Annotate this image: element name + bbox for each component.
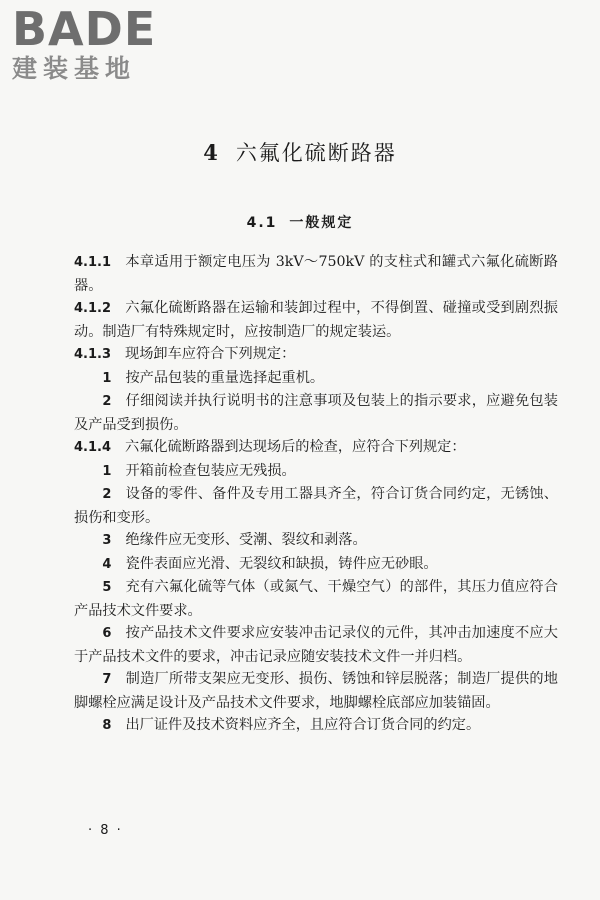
item-text: 绝缘件应无变形、受潮、裂纹和剥落。 (125, 532, 367, 548)
list-item (74, 668, 558, 714)
page-number: · 8 · (88, 823, 123, 838)
item-text: 按产品技术文件要求应安装冲击记录仪的元件，其冲击加速度不应大于产品技术文件的要求，冲击记录应随安装技术文件一并归档。 (74, 625, 558, 665)
list-item (74, 714, 558, 738)
item-number: 7 (102, 672, 112, 687)
item-number: 6 (102, 626, 112, 641)
clause-number: 4.1.1 (74, 255, 112, 270)
item-number: 5 (102, 580, 112, 595)
section-heading (0, 213, 600, 233)
item-text: 按产品包装的重量选择起重机。 (125, 369, 325, 386)
publisher-logo (12, 2, 182, 84)
item-text: 设备的零件、备件及专用工器具齐全，符合订货合同约定，无锈蚀、损伤和变形。 (74, 486, 558, 526)
clause-number: 4.1.4 (74, 440, 112, 455)
list-item (74, 460, 558, 484)
body-text (74, 251, 558, 738)
clause-paragraph (74, 436, 558, 460)
item-number: 2 (102, 394, 112, 409)
list-item (74, 367, 558, 391)
clause-number: 4.1.3 (74, 347, 112, 362)
item-number: 1 (102, 463, 112, 479)
item-number: 1 (102, 370, 112, 386)
list-item (74, 483, 558, 529)
list-item (74, 390, 558, 436)
list-item (74, 553, 558, 577)
item-text: 瓷件表面应光滑、无裂纹和缺损，铸件应无砂眼。 (125, 555, 438, 572)
logo-chinese-text: 建装基地 (12, 54, 137, 83)
item-text: 制造厂所带支架应无变形、损伤、锈蚀和锌层脱落；制造厂提供的地脚螺栓应满足设计及产品技术文件要求，地脚螺栓底部应加装锚固。 (74, 671, 558, 711)
logo-wordmark: BADE (12, 2, 157, 56)
clause-text: 六氟化硫断路器在运输和装卸过程中，不得倒置、碰撞或受到剧烈振动。制造厂有特殊规定时，应按制造厂的规定装运。 (74, 300, 558, 340)
item-number: 3 (102, 533, 112, 548)
clause-paragraph (74, 343, 558, 367)
item-text: 充有六氟化硫等气体（或氮气、干燥空气）的部件，其压力值应符合产品技术文件要求。 (74, 579, 558, 619)
list-item (74, 576, 558, 622)
clause-text: 本章适用于额定电压为 3kV～750kV 的支柱式和罐式六氟化硫断路器。 (74, 254, 558, 294)
clause-paragraph (74, 251, 558, 297)
section-title: 一般规定 (289, 215, 354, 231)
clause-text: 现场卸车应符合下列规定： (125, 346, 296, 362)
section-number: 4.1 (246, 215, 278, 231)
item-text: 仔细阅读并执行说明书的注意事项及包装上的指示要求，应避免包装及产品受到损伤。 (74, 393, 558, 433)
list-item (74, 529, 558, 553)
item-text: 开箱前检查包装应无残损。 (125, 462, 296, 479)
item-number: 2 (102, 487, 112, 502)
list-item (74, 622, 558, 668)
clause-text: 六氟化硫断路器到达现场后的检查，应符合下列规定： (125, 439, 466, 455)
chapter-heading (0, 139, 600, 167)
item-number: 4 (102, 556, 112, 572)
item-text: 出厂证件及技术资料应齐全，且应符合订货合同的约定。 (125, 717, 481, 733)
clause-paragraph (74, 297, 558, 343)
chapter-title: 六氟化硫断路器 (235, 141, 397, 165)
clause-number: 4.1.2 (74, 301, 112, 316)
item-number: 8 (102, 718, 112, 733)
chapter-number: 4 (203, 140, 220, 165)
